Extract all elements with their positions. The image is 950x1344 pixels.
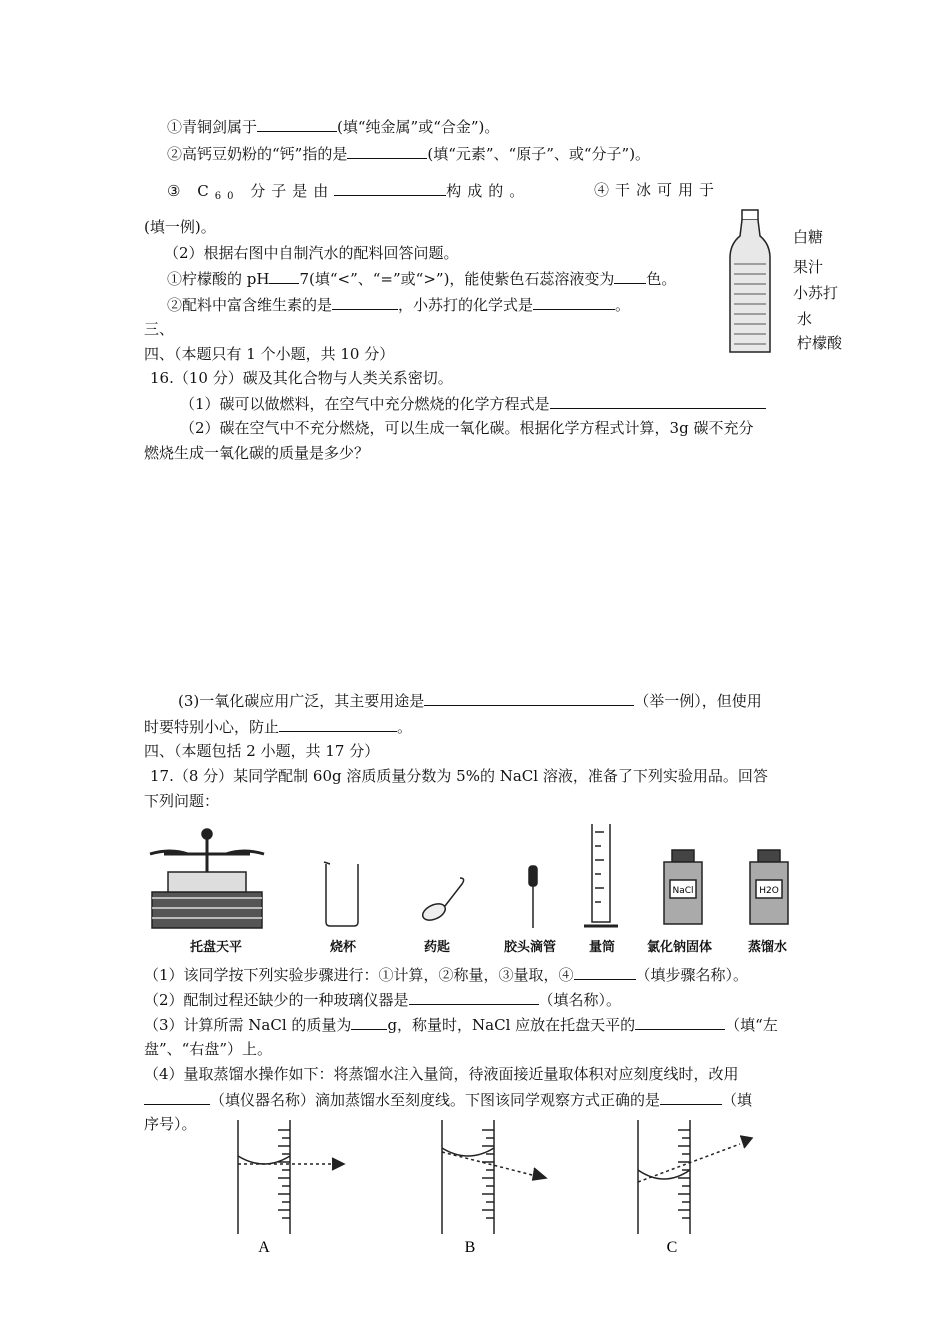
q16-part2-line2: 燃烧生成一氧化碳的质量是多少？ (144, 444, 370, 462)
answer-blank[interactable] (279, 716, 397, 732)
q17-step4-line1: （4）量取蒸馏水操作如下：将蒸馏水注入量筒，待液面接近量取体积对应刻度线时，改用 (144, 1065, 739, 1083)
water-label: H2O (759, 886, 779, 896)
q15-line1: ①青铜剑属于 (填“纯金属”或“合金”)。 (167, 118, 500, 136)
option-b-cylinder (442, 1120, 546, 1234)
q17-step3: （3）计算所需 NaCl 的质量为 g，称量时，NaCl 应放在托盘天平的 （填“左 (144, 1016, 778, 1034)
option-c-cylinder (638, 1120, 752, 1234)
q16-part3-line2: 时要特别小心，防止 。 (144, 718, 413, 736)
section-three: 三、 (144, 320, 175, 338)
answer-blank[interactable] (635, 1014, 725, 1030)
answer-blank[interactable] (550, 393, 766, 409)
caption-balance: 托盘天平 (190, 940, 243, 955)
answer-blank[interactable] (409, 989, 539, 1005)
answer-blank[interactable] (334, 180, 446, 196)
option-a-label: A (258, 1239, 270, 1256)
answer-blank[interactable] (332, 294, 398, 310)
graduated-cylinder-icon (584, 824, 618, 926)
q16-heading: 16.（10 分）碳及其化合物与人类关系密切。 (150, 369, 453, 387)
q15-line2: ②高钙豆奶粉的“钙”指的是 (填“元素”、“原子”、或“分子”)。 (167, 145, 651, 163)
answer-blank[interactable] (144, 1089, 210, 1105)
q17-step1: （1）该同学按下列实验步骤进行：①计算，②称量，③量取，④ （填步骤名称）。 (144, 966, 749, 984)
caption-spoon: 药匙 (424, 940, 451, 955)
q15-line6: ①柠檬酸的 pH 7(填“<”、“=”或“>”)，能使紫色石蕊溶液变为 色。 (167, 270, 677, 288)
bottle-label-sugar: 白糖 (793, 228, 824, 246)
answer-blank[interactable] (269, 268, 299, 284)
q17-step3-cont: 盘”、“右盘”）上。 (144, 1040, 273, 1058)
option-a-cylinder (238, 1120, 344, 1234)
q15-line7: ②配料中富含维生素的是 ，小苏打的化学式是 。 (167, 296, 631, 314)
answer-blank[interactable] (351, 1014, 387, 1030)
caption-dropper: 胶头滴管 (504, 940, 557, 955)
nacl-label: NaCl (672, 886, 694, 896)
q17-heading-line1: 17.（8 分）某同学配制 60g 溶质质量分数为 5%的 NaCl 溶液，准备了下列实验用品。回答 (150, 767, 768, 785)
caption-cylinder: 量筒 (589, 940, 616, 955)
answer-blank[interactable] (424, 690, 634, 706)
option-b-label: B (464, 1239, 476, 1256)
q17-step4-line2: （填仪器名称）滴加蒸馏水至刻度线。下图该同学观察方式正确的是 （填 (144, 1089, 752, 1110)
answer-blank[interactable] (614, 268, 646, 284)
beaker-icon (324, 862, 358, 926)
q15-line5: （2）根据右图中自制汽水的配料回答问题。 (164, 244, 459, 262)
answer-blank[interactable] (660, 1089, 722, 1105)
bottle-label-water: 水 (797, 310, 813, 328)
reading-options-figure (220, 1118, 780, 1258)
answer-blank[interactable] (533, 294, 615, 310)
q17-step2: （2）配制过程还缺少的一种玻璃仪器是 （填名称）。 (144, 991, 622, 1009)
answer-blank[interactable] (574, 964, 636, 980)
q15-line3: ③ $C_{60}$ 分子是由 构成的。 (167, 182, 531, 202)
q17-step4-line3: 序号）。 (144, 1115, 197, 1133)
spoon-icon (420, 878, 463, 923)
caption-water: 蒸馏水 (748, 940, 788, 955)
bottle-label-juice: 果汁 (793, 258, 824, 276)
option-c-label: C (666, 1239, 678, 1256)
q16-part1: （1）碳可以做燃料，在空气中充分燃烧的化学方程式是 (180, 393, 766, 414)
equipment-illustration (140, 818, 800, 936)
caption-nacl: 氯化钠固体 (647, 940, 713, 955)
bottle-label-baking-soda: 小苏打 (793, 284, 839, 302)
caption-beaker: 烧杯 (330, 940, 357, 955)
q15-part4: ④干冰可用于 (594, 181, 721, 199)
dropper-icon (529, 866, 537, 928)
q15-line4: (填一例)。 (144, 218, 216, 236)
q17-heading-line2: 下列问题： (144, 792, 220, 810)
section-four-heading: 四、（本题只有 1 个小题，共 10 分） (144, 345, 395, 363)
balance-icon (150, 829, 264, 928)
q16-part3-line1: (3)一氧化碳应用广泛，其主要用途是 （举一例），但使用 (178, 692, 762, 710)
answer-blank[interactable] (347, 143, 427, 159)
section-four-heading-2: 四、（本题包括 2 小题，共 17 分） (144, 742, 380, 760)
soda-bottle-illustration (726, 208, 774, 358)
q16-part2-line1: （2）碳在空气中不充分燃烧，可以生成一氧化碳。根据化学方程式计算，3g 碳不充分 (180, 419, 754, 437)
bottle-label-citric-acid: 柠檬酸 (797, 334, 843, 352)
answer-blank[interactable] (257, 116, 337, 132)
